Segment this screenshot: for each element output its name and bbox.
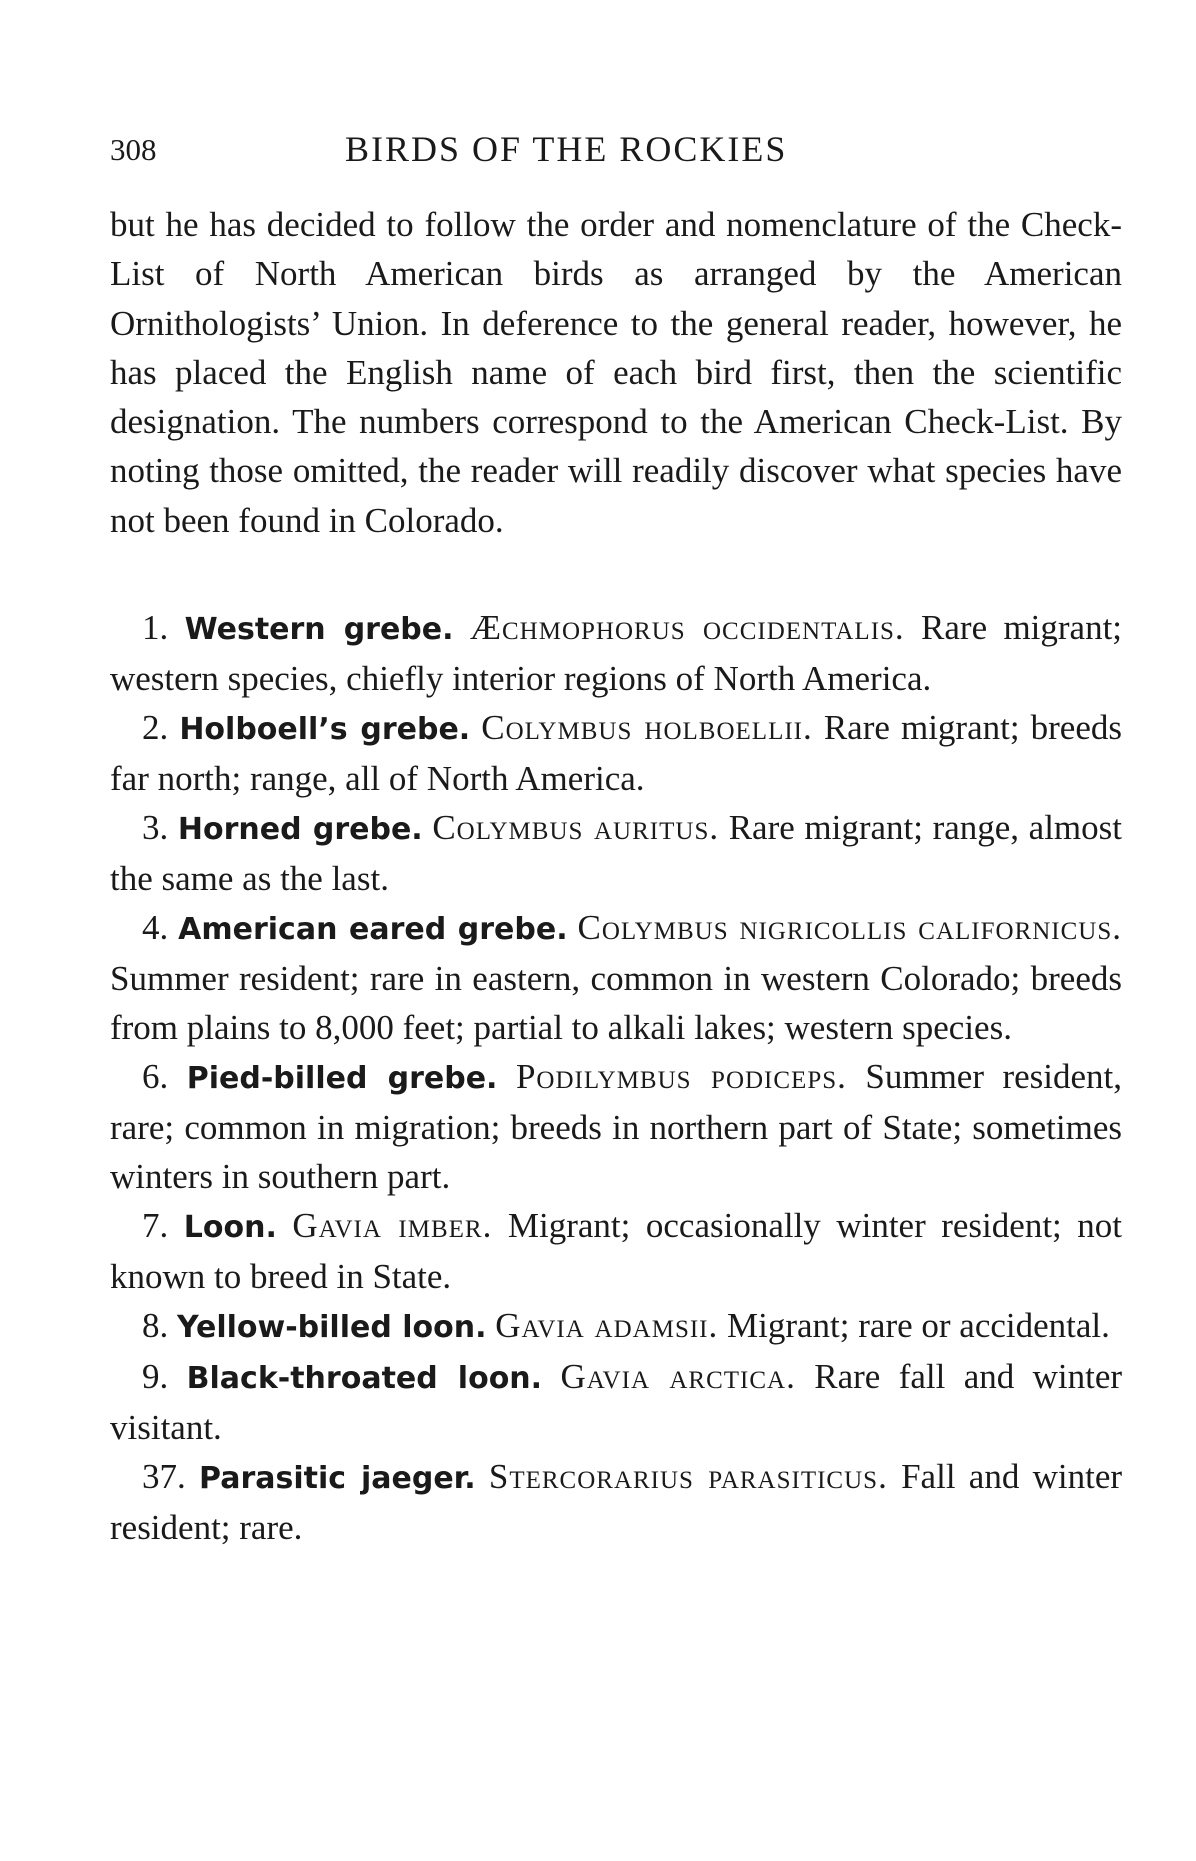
scientific-name: Podilymbus podiceps. — [515, 1057, 847, 1097]
common-name: Yellow-billed loon. — [177, 1310, 487, 1346]
entry-description: Fall and winter resident; rare. — [110, 1457, 1123, 1548]
species-list — [110, 603, 1122, 1552]
species-entry — [110, 1301, 1122, 1352]
scientific-name: Stercorarius parasiticus. — [488, 1457, 888, 1497]
scientific-name: Æchmophorus occidentalis. — [469, 608, 905, 648]
entry-description: Migrant; occasionally winter resident; not known to breed in State. — [110, 1206, 1122, 1297]
scientific-name: Colymbus auritus. — [432, 808, 720, 848]
entry-description: Rare migrant; western species, chiefly interior regions of North America. — [110, 608, 1123, 699]
common-name: Western grebe. — [184, 612, 454, 648]
running-head — [110, 118, 1122, 178]
common-name: Parasitic jaeger. — [199, 1461, 476, 1497]
entry-description: Rare fall and winter visitant. — [110, 1357, 1123, 1448]
entry-description: Migrant; rare or accidental. — [727, 1306, 1110, 1346]
page-number: 308 — [110, 132, 157, 167]
entry-number: 2. — [142, 708, 169, 748]
species-entry — [110, 1352, 1122, 1452]
entry-description: Summer resident; rare in eastern, common in western Colorado; breeds from plains to 8,000 feet; partial to alkali lakes; western species. — [110, 959, 1122, 1048]
common-name: American eared grebe. — [178, 912, 568, 948]
running-title: BIRDS OF THE ROCKIES — [345, 129, 788, 169]
common-name: Horned grebe. — [177, 812, 423, 848]
common-name: Black-throated loon. — [186, 1361, 543, 1397]
intro-paragraph: but he has decided to follow the order and nomenclature of the Check-List of North American birds as arranged by the American Ornithologists’ Union. In deference to the general reader, however, he has placed the English name of each bird first, then the scientific designation. The numbers correspond to the American Check-List. By noting those omitted, the reader will readily discover what species have not been found in Colorado. — [110, 205, 1122, 540]
common-name: Holboell’s grebe. — [179, 712, 471, 748]
entry-description: Rare migrant; range, almost the same as the last. — [110, 808, 1122, 899]
species-entry — [110, 803, 1122, 903]
species-entry — [110, 1052, 1122, 1201]
common-name: Loon. — [183, 1210, 277, 1246]
scientific-name: Gavia imber. — [292, 1206, 493, 1246]
species-entry — [110, 1452, 1122, 1552]
entry-number: 9. — [142, 1357, 169, 1397]
entry-number: 6. — [142, 1057, 169, 1097]
scientific-name: Colymbus nigricollis californicus. — [577, 908, 1123, 948]
entry-number: 3. — [142, 808, 169, 848]
entry-number: 7. — [142, 1206, 169, 1246]
entry-number: 4. — [142, 908, 169, 948]
species-entry — [110, 903, 1122, 1052]
book-page — [110, 118, 1122, 1552]
species-entry — [110, 1201, 1122, 1301]
scientific-name: Gavia adamsii. — [495, 1306, 719, 1346]
scientific-name: Gavia arctica. — [560, 1357, 796, 1397]
species-entry — [110, 703, 1122, 803]
species-entry — [110, 603, 1122, 703]
entry-number: 1. — [142, 608, 169, 648]
entry-number: 37. — [142, 1457, 186, 1497]
entry-number: 8. — [142, 1306, 169, 1346]
common-name: Pied-billed grebe. — [186, 1061, 498, 1097]
entry-description: Rare migrant; breeds far north; range, all of North America. — [110, 708, 1122, 799]
entry-description: Summer resident, rare; common in migration; breeds in northern part of State; sometimes winters in southern part. — [110, 1057, 1123, 1197]
scientific-name: Colymbus holboellii. — [481, 708, 813, 748]
